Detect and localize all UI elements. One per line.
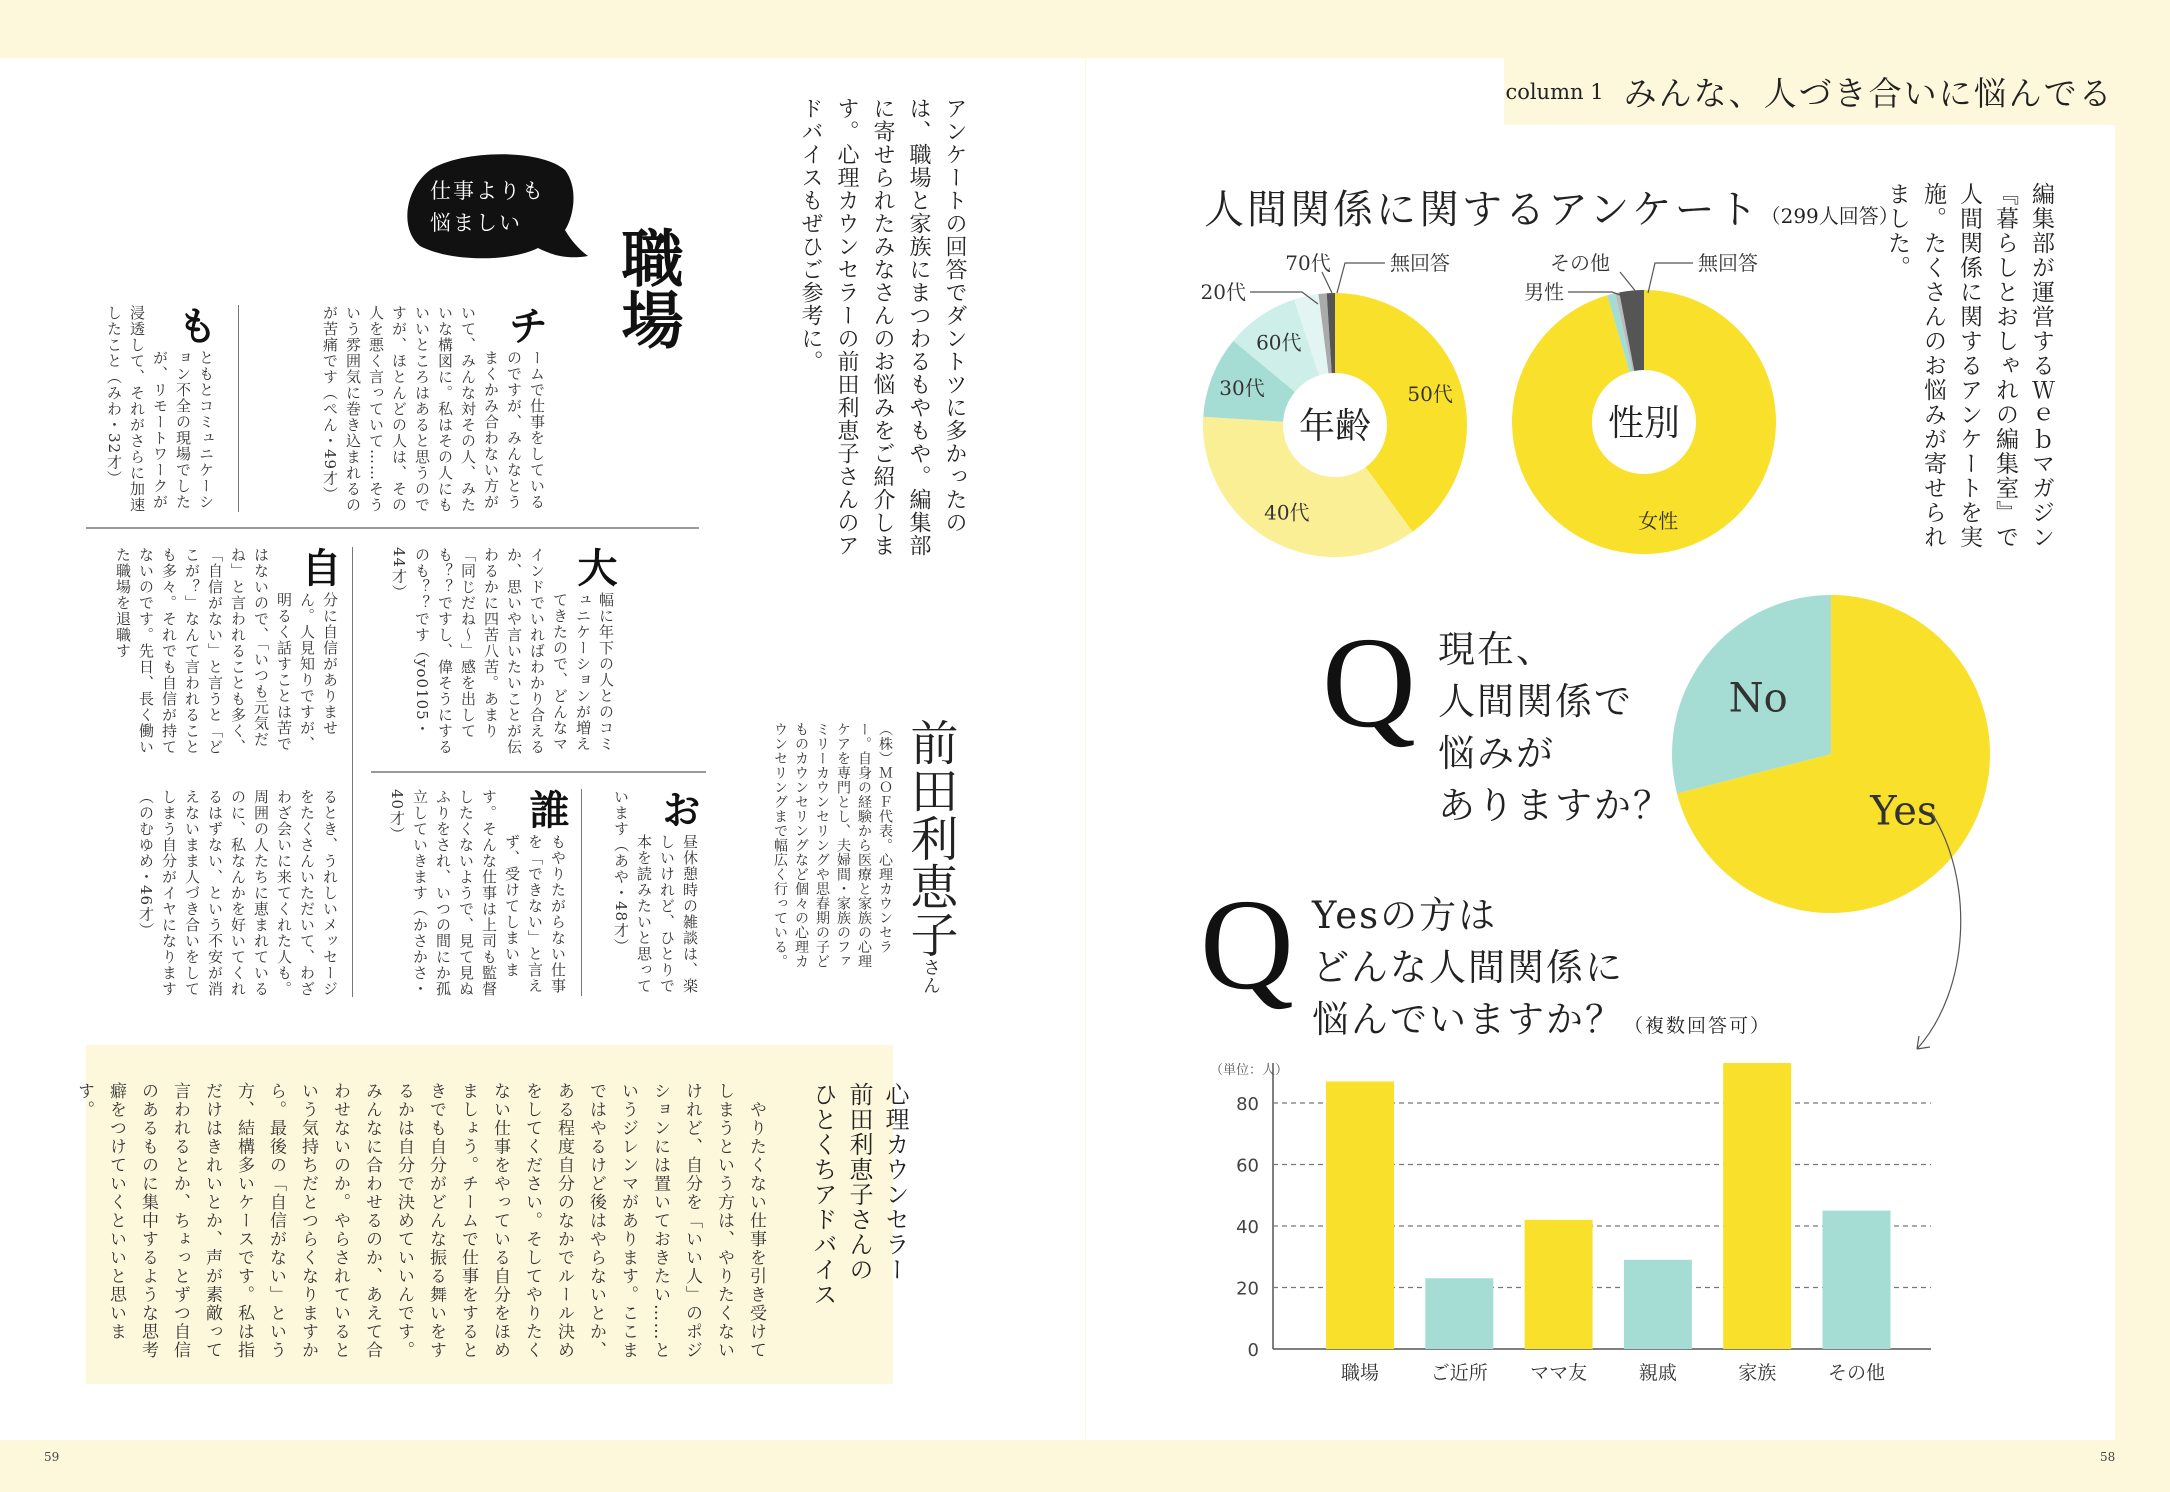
q2-line: 悩んでいますか？ — [1312, 998, 1624, 1041]
x-tick-label: その他 — [1827, 1362, 1886, 1384]
bar-ご近所 — [1425, 1278, 1493, 1349]
advice-title-line: ひとくちアドバイス — [809, 1082, 837, 1307]
drop-cap: チ — [502, 305, 549, 346]
survey-title-text: 人間関係に関するアンケート — [1204, 187, 1761, 233]
leader-line — [1648, 263, 1693, 293]
slice-label: Yes — [1870, 788, 1938, 835]
q1-mark: Q — [1322, 611, 1416, 755]
bar-家族 — [1723, 1063, 1791, 1349]
donut-center-label: 性別 — [1607, 403, 1681, 444]
voice-text: 昼休憩時の雑談は、楽しいけれど、ひとりで本を読みたいと思っています（あや・48才） — [612, 789, 699, 994]
voice-text: ともとコミュニケーション不全の現場でしたが、リモートワークが浸透して、それがさらに加速したこと（みわ・32才） — [105, 305, 215, 513]
leader-line — [1620, 272, 1637, 293]
x-tick-label: 家族 — [1738, 1362, 1777, 1384]
q1-line: 現在、 — [1438, 628, 1555, 671]
gender-label-male: 男性 — [1524, 280, 1564, 304]
q1-line: 人間関係で — [1438, 680, 1633, 723]
leader-line — [1322, 272, 1332, 293]
voice-text: 分に自信がありません。人見知りですが、明るく話すことは苦ではないので、「いつも元気だね」と言われることも多く、「自信がない」と言うと「どこが？」なんて言われることも多々。それでも自信が持てないのです。先日、長く働いた職場を退職す — [114, 547, 339, 755]
slice-label: No — [1728, 675, 1788, 722]
slice-label: 30代 — [1219, 376, 1265, 401]
q2-note: （複数回答可） — [1624, 1015, 1772, 1037]
slice-label: 50代 — [1407, 382, 1453, 407]
voice-text: 幅に年下の人とのコミュニケーションが増えてきたので、どんなマインドでいればわかり合えるか、思いや言いたいことが伝わるかに四苦八苦。あまり「同じだね〜」感を出しても？？ですし、偉そうにするのも？？です（yo0105・44才） — [390, 547, 615, 755]
age-label-no-answer: 無回答 — [1390, 251, 1450, 275]
y-tick-label: 20 — [1236, 1278, 1259, 1300]
q1-text — [1438, 624, 1672, 832]
age-donut-chart — [1203, 293, 1467, 557]
voice-text: もやりたがらない仕事を「できない」と言えず、受けてしまいます。そんな仕事は上司も監督したくないようで、見て見ぬふりをされ、いつの間にか孤立していきます（かさかさ・40才） — [388, 789, 567, 997]
advisor-honorific: さん — [920, 958, 941, 994]
q2-line: どんな人間関係に — [1312, 946, 1624, 989]
leader-line — [1337, 263, 1385, 293]
drop-cap: 大 — [571, 547, 618, 588]
bar-その他 — [1823, 1211, 1891, 1349]
x-tick-label: ママ友 — [1530, 1362, 1588, 1384]
yes-no-pie-chart — [1672, 595, 1990, 913]
age-label-20s: 20代 — [1200, 280, 1246, 304]
y-tick-label: 0 — [1247, 1340, 1259, 1361]
gender-label-no-answer: 無回答 — [1698, 251, 1758, 275]
voice-text: ームで仕事をしているのですが、みんなとうまくかみ合わない方がいて、みんな対その人、みたいな構図に。私はその人にもいいところはあると思うのですが、ほとんどの人は、その人を悪く言っていて……そういう雰囲気に巻き込まれるのが苦痛です（ぺん・49才） — [321, 305, 546, 513]
page-number-left: 59 — [44, 1450, 60, 1464]
bubble-line-1: 仕事よりも — [430, 179, 545, 203]
bar-職場 — [1326, 1081, 1394, 1349]
advice-body: やりたくない仕事を引き受けてしまうという方は、やりたくないけれど、自分を「いい人」のポジションには置いておきたい……というジレンマがあります。ここまではやるけど後はやらないとか、ある程度自分のなかでルール決めをしてください。そしてやりたくない仕事をやっている自分をほめましょう。チームで仕事をするときでも自分がどんな振る舞いをするかは自分で決めていいんです。みんなに合わせるのか、あえて合わせないのか。やらされているという気持ちだとつらくなりますから。最後の「自信がない」という方、結構多いケースです。私は指だけはきれいとか、声が素敵って言われるとか、ちょっとずつ自信のあるものに集中するような思考癖をつけていくといいと思います。 — [74, 1082, 766, 1360]
donut-center-label: 年齢 — [1298, 406, 1372, 447]
advisor-bio: （株）ＭＯＦ代表。心理カウンセラー。自身の経験から医療と家族の心理ケアを専門とし、夫婦間・家族のファミリーカウンセリングや思春期の子どものカウンセリングなど個々の心理カウンセリングまで幅広く行っている。 — [772, 722, 893, 969]
q2-line: Yesの方は — [1312, 894, 1498, 937]
q2-mark: Q — [1200, 873, 1294, 1017]
drop-cap: 自 — [295, 547, 342, 588]
survey-count: （299人回答） — [1760, 204, 1899, 228]
bar-親戚 — [1624, 1260, 1692, 1349]
slice-label: 40代 — [1264, 500, 1310, 525]
unit-label: （単位：人） — [1210, 1063, 1289, 1078]
y-tick-label: 80 — [1236, 1094, 1259, 1115]
survey-intro: 編集部が運営するＷｅｂマガジン『暮らしとおしゃれの編集室』で人間関係に関するアンケートを実施。たくさんのお悩みが寄せられました。 — [1884, 182, 2054, 550]
intro-text: アンケートの回答でダントツに多かったのは、職場と家族にまつわるもやもや。編集部に寄せられたみなさんのお悩みをご紹介します。心理カウンセラーの前田利恵子さんのアドバイスもぜひご参考に。 — [798, 97, 967, 557]
y-tick-label: 60 — [1236, 1155, 1259, 1177]
drop-cap: も — [171, 305, 218, 346]
relations-bar-chart — [1210, 1063, 1931, 1384]
gender-label-other: その他 — [1550, 251, 1610, 275]
x-tick-label: 職場 — [1340, 1362, 1380, 1384]
q2-text — [1312, 890, 1771, 1052]
slice-label: 女性 — [1638, 509, 1679, 534]
slice-label: 60代 — [1256, 330, 1302, 355]
section-heading: 職場 — [611, 226, 684, 350]
advice-title-line: 前田利恵子さんの — [845, 1082, 873, 1282]
advice-title-line: 心理カウンセラー — [881, 1082, 909, 1282]
drop-cap: 誰 — [523, 789, 570, 830]
bubble-line-2: 悩ましい — [430, 211, 522, 235]
reader-voice-continued: るとき、うれしいメッセージをたくさんいただいて、わざわざ会いに来てくれた人も。周囲の人たちに恵まれているのに、私なんかを好いてくれるはずない、という不安が消えないまま人づき合いをしてしまう自分がイヤになります（のむゆめ・46才） — [137, 789, 339, 997]
bar-ママ友 — [1525, 1220, 1593, 1349]
advisor-name-text: 前田利恵子 — [902, 718, 958, 958]
x-tick-label: 親戚 — [1638, 1362, 1677, 1384]
gender-donut-chart — [1512, 290, 1776, 554]
column-title: みんな、人づき合いに悩んでる — [1623, 74, 2114, 113]
q1-line: ありますか？ — [1438, 784, 1672, 827]
x-tick-label: ご近所 — [1430, 1362, 1488, 1384]
age-label-70s: 70代 — [1285, 251, 1331, 275]
q1-line: 悩みが — [1438, 732, 1555, 775]
column-label: column 1 — [1505, 79, 1604, 104]
y-tick-label: 40 — [1236, 1217, 1259, 1238]
drop-cap: お — [655, 789, 702, 830]
page-number-right: 58 — [2100, 1450, 2116, 1464]
